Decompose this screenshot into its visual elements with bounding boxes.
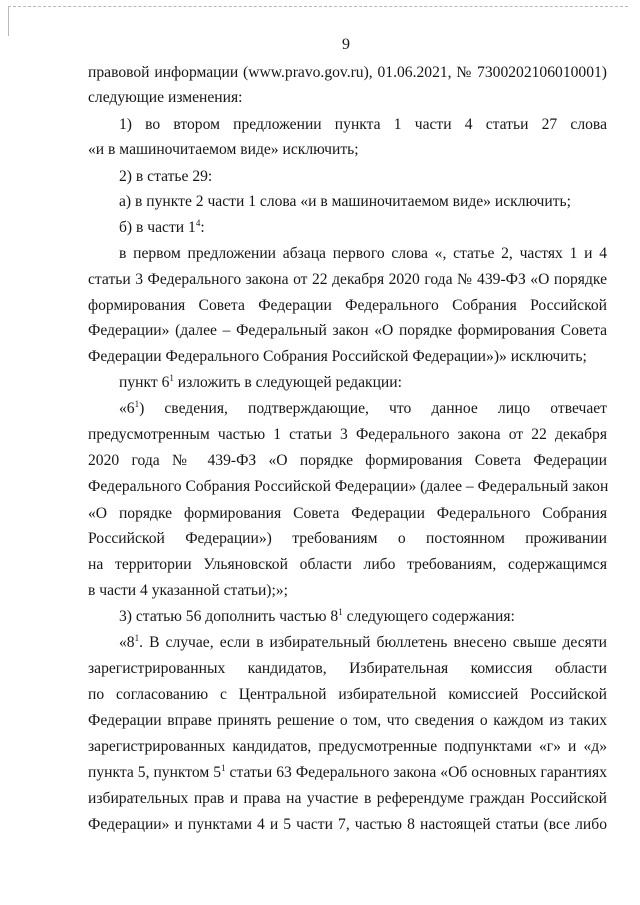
text-line: б) в части $1^4$: [119, 218, 205, 236]
text-line: зарегистрированных кандидатов, предусмотренные подпунктами «г» и «д» [88, 738, 607, 755]
scan-border-left [8, 6, 9, 36]
text-line: «$8^1$. В случае, если в избирательный бюллетень внесено свыше десяти [119, 633, 607, 651]
text-line: 2020 года № 439-ФЗ «О порядке формирования Совета Федерации [88, 452, 607, 469]
text-line: Российской Федерации») требованиям о постоянном проживании [88, 530, 607, 547]
text-line: избирательных прав и права на участие в референдуме граждан Российской [88, 790, 607, 807]
text-line: предусмотренным частью 1 статьи 3 Федерального закона от 22 декабря [88, 426, 607, 443]
text-line: следующие изменения: [88, 89, 243, 106]
text-line: статьи 3 Федерального закона от 22 декабря 2020 года № 439-ФЗ «О порядке [88, 271, 607, 288]
text-line: Федерального Собрания Российской Федерации» (далее – Федеральный закон [88, 478, 609, 495]
text-line: формирования Совета Федерации Федерального Собрания Российской [88, 297, 607, 314]
text-line: «и в машиночитаемом виде» исключить; [88, 141, 359, 158]
text-line: Федерации» и пунктами 4 и 5 части 7, частью 8 настоящей статьи (все либо [88, 816, 607, 833]
text-line: в части 4 указанной статьи);»; [88, 582, 288, 599]
text-line: пункт $6^1$ изложить в следующей редакции: [119, 373, 402, 391]
text-line: 3) статью 56 дополнить частью $8^1$ следующего содержания: [119, 607, 515, 625]
page-number: 9 [342, 36, 350, 53]
text-line: зарегистрированных кандидатов, Избирательная комиссия области [88, 660, 607, 677]
text-line: «О порядке формирования Совета Федерации Федерального Собрания [88, 505, 607, 522]
text-line: на территории Ульяновской области либо требованиям, содержащимся [88, 556, 607, 573]
text-line: Федерации» (далее – Федеральный закон «О порядке формирования Совета [88, 322, 607, 339]
scan-border-top [8, 6, 628, 7]
text-line: 1) во втором предложении пункта 1 части 4 статьи 27 слова [119, 116, 607, 133]
text-line: «$6^1$) сведения, подтверждающие, что данное лицо отвечает [119, 399, 607, 417]
text-line: Федерации вправе принять решение о том, что сведения о каждом из таких [88, 712, 607, 729]
text-line: по согласованию с Центральной избирательной комиссией Российской [88, 686, 607, 703]
text-line: а) в пункте 2 части 1 слова «и в машиночитаемом виде» исключить; [119, 193, 572, 210]
text-line: Федерации Федерального Собрания Российской Федерации»)» исключить; [88, 348, 587, 365]
text-line: правовой информации (www.pravo.gov.ru), 01.06.2021, № 7300202106010001) [88, 64, 607, 81]
text-line: пункта 5, пунктом $5^1$ статьи 63 Федерального закона «Об основных гарантиях [88, 763, 607, 781]
text-line: 2) в статье 29: [119, 168, 213, 185]
text-line: в первом предложении абзаца первого слова «, статье 2, частях 1 и 4 [119, 245, 607, 262]
